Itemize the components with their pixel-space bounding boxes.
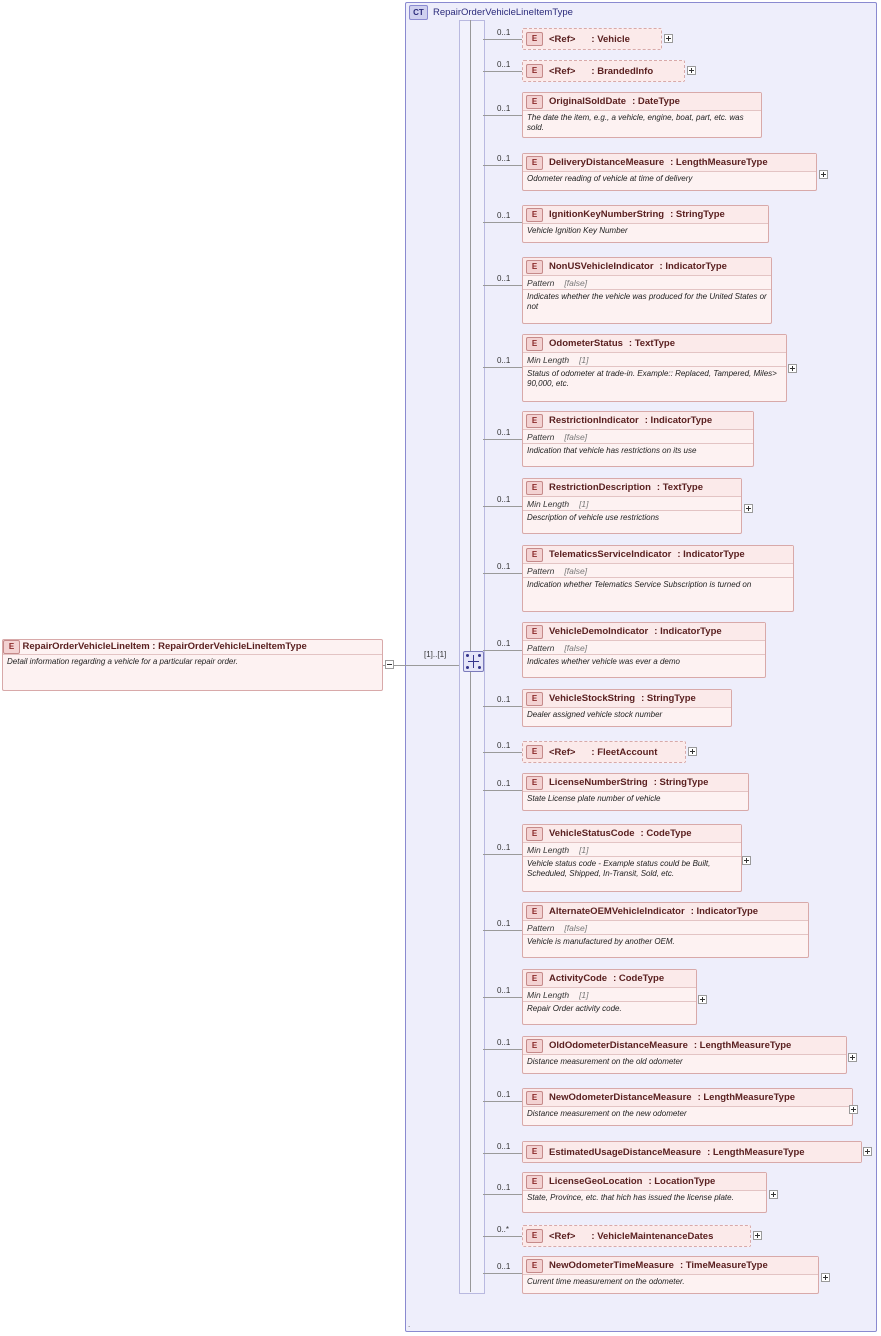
- expand-icon[interactable]: [753, 1231, 762, 1240]
- facet-value: [false]: [564, 277, 588, 288]
- element-tag-icon: E: [526, 95, 543, 109]
- element-box[interactable]: [522, 28, 662, 50]
- element-tag-icon: E: [526, 156, 543, 170]
- element-box[interactable]: [522, 1141, 862, 1163]
- element-ref-name: <Ref>: [549, 65, 576, 77]
- root-element-name: RepairOrderVehicleLineItem: [22, 641, 150, 652]
- occurrence-label: 0..1: [497, 1090, 511, 1099]
- element-type: : IndicatorType: [690, 906, 759, 917]
- element-doc: State, Province, etc. that hich has issued the license plate.: [523, 1190, 766, 1205]
- occurrence-label: 0..1: [497, 211, 511, 220]
- occurrence-label: 0..1: [497, 495, 511, 504]
- element-doc: Odometer reading of vehicle at time of delivery: [523, 171, 816, 186]
- connector: [483, 1049, 523, 1050]
- element-doc: Indicates whether the vehicle was produced for the United States or not: [523, 289, 771, 314]
- connector: [483, 115, 523, 116]
- connector: [483, 573, 523, 574]
- occurrence-label: 0..1: [497, 1038, 511, 1047]
- connector: [483, 650, 523, 651]
- occurrence-label: 0..1: [497, 562, 511, 571]
- element-tag-icon: E: [526, 972, 543, 986]
- expand-icon[interactable]: [688, 747, 697, 756]
- element-name: NewOdometerDistanceMeasure: [549, 1092, 692, 1103]
- element-type: : CodeType: [640, 828, 692, 839]
- element-type: : BrandedInfo: [591, 65, 654, 77]
- expand-icon[interactable]: [863, 1147, 872, 1156]
- connector: [483, 1194, 523, 1195]
- expand-icon[interactable]: [848, 1053, 857, 1062]
- connector: [483, 752, 523, 753]
- occurrence-label: 0..1: [497, 779, 511, 788]
- element-doc: Vehicle is manufactured by another OEM.: [523, 934, 808, 949]
- facet-label: Pattern: [527, 922, 555, 933]
- occurrence-label: 0..1: [497, 1262, 511, 1271]
- expand-icon[interactable]: [664, 34, 673, 43]
- expand-icon[interactable]: [744, 504, 753, 513]
- element-type: : LengthMeasureType: [697, 1092, 796, 1103]
- occurrence-label: 0..1: [497, 695, 511, 704]
- element-box[interactable]: [522, 92, 762, 138]
- element-ref-name: <Ref>: [549, 1230, 576, 1242]
- root-collapse-toggle[interactable]: [385, 660, 394, 669]
- element-type: : Vehicle: [591, 33, 630, 45]
- connector: [483, 506, 523, 507]
- element-type: : CodeType: [613, 973, 665, 984]
- element-tag-icon: E: [526, 208, 543, 222]
- element-name: TelematicsServiceIndicator: [549, 549, 672, 560]
- expand-icon[interactable]: [698, 995, 707, 1004]
- connector: [394, 665, 459, 666]
- facet-value: [false]: [564, 565, 588, 576]
- occurrence-label: 0..1: [497, 154, 511, 163]
- element-doc: Status of odometer at trade-in. Example:: Replaced, Tampered, Miles> 90,000, etc.: [523, 366, 786, 391]
- connector: [483, 439, 523, 440]
- element-name: OldOdometerDistanceMeasure: [549, 1040, 688, 1051]
- connector: [483, 285, 523, 286]
- element-tag-icon: E: [3, 640, 20, 654]
- element-type: : IndicatorType: [654, 626, 722, 637]
- element-box[interactable]: [522, 1172, 767, 1213]
- element-doc: State License plate number of vehicle: [523, 791, 748, 806]
- element-type: : TimeMeasureType: [679, 1260, 768, 1271]
- element-name: DeliveryDistanceMeasure: [549, 157, 665, 168]
- element-type: : VehicleMaintenanceDates: [591, 1230, 714, 1242]
- element-type: : StringType: [653, 777, 709, 788]
- occurrence-label: 0..1: [497, 741, 511, 750]
- element-doc: Distance measurement on the new odometer: [523, 1106, 852, 1121]
- expand-icon[interactable]: [687, 66, 696, 75]
- element-name: EstimatedUsageDistanceMeasure: [549, 1146, 702, 1158]
- facet-label: Min Length: [527, 844, 570, 855]
- connector: [483, 854, 523, 855]
- element-type: : LengthMeasureType: [707, 1146, 805, 1158]
- element-name: VehicleStockString: [549, 693, 636, 704]
- element-box[interactable]: [522, 969, 697, 1025]
- element-name: NewOdometerTimeMeasure: [549, 1260, 674, 1271]
- element-tag-icon: E: [526, 692, 543, 706]
- sequence-icon[interactable]: [463, 651, 484, 672]
- element-box[interactable]: [522, 1088, 853, 1126]
- occurrence-label: 0..1: [497, 274, 511, 283]
- element-name: RestrictionIndicator: [549, 415, 639, 426]
- element-box[interactable]: [522, 902, 809, 958]
- element-type: : FleetAccount: [591, 746, 658, 758]
- element-doc: Vehicle status code - Example status could be Built, Scheduled, Shipped, In-Transit, Sold, etc.: [523, 856, 741, 881]
- occurrence-label: 0..1: [497, 1183, 511, 1192]
- occurrence-label: 0..1: [497, 356, 511, 365]
- element-tag-icon: E: [526, 1229, 543, 1243]
- occurrence-label: 0..1: [497, 639, 511, 648]
- ct-tag-icon: CT: [409, 5, 428, 20]
- connector: [383, 665, 386, 666]
- connector: [483, 165, 523, 166]
- facet-value: [1]: [579, 354, 589, 365]
- element-box[interactable]: [522, 60, 685, 82]
- root-element-doc: Detail information regarding a vehicle for a particular repair order.: [3, 654, 382, 669]
- occurrence-label: 0..1: [497, 60, 511, 69]
- element-tag-icon: E: [526, 745, 543, 759]
- element-type: : LocationType: [648, 1176, 716, 1187]
- element-box[interactable]: [522, 773, 749, 811]
- element-name: AlternateOEMVehicleIndicator: [549, 906, 685, 917]
- element-type: : IndicatorType: [659, 261, 727, 272]
- element-box[interactable]: [522, 334, 787, 402]
- expand-icon[interactable]: [821, 1273, 830, 1282]
- element-tag-icon: E: [526, 776, 543, 790]
- facet-label: Pattern: [527, 565, 555, 576]
- element-type: : StringType: [641, 693, 696, 704]
- facet-value: [false]: [564, 922, 588, 933]
- container-footer-marker: .: [408, 1320, 411, 1329]
- element-doc: Repair Order activity code.: [523, 1001, 696, 1016]
- element-ref-name: <Ref>: [549, 746, 576, 758]
- element-tag-icon: E: [526, 905, 543, 919]
- element-box[interactable]: [522, 1225, 751, 1247]
- connector: [483, 706, 523, 707]
- occurrence-label: 0..1: [497, 28, 511, 37]
- facet-label: Min Length: [527, 498, 570, 509]
- connector: [483, 1236, 523, 1237]
- element-tag-icon: E: [526, 625, 543, 639]
- expand-icon[interactable]: [849, 1105, 858, 1114]
- element-doc: Current time measurement on the odometer.: [523, 1274, 818, 1289]
- element-tag-icon: E: [526, 1039, 543, 1053]
- occurrence-label: 0..1: [497, 843, 511, 852]
- element-type: : LengthMeasureType: [693, 1040, 792, 1051]
- element-box[interactable]: [522, 824, 742, 892]
- element-tag-icon: E: [526, 481, 543, 495]
- element-name: IgnitionKeyNumberString: [549, 209, 665, 220]
- element-box[interactable]: [522, 622, 766, 678]
- connector: [483, 39, 523, 40]
- element-box[interactable]: [522, 257, 772, 324]
- element-tag-icon: E: [526, 1091, 543, 1105]
- element-box[interactable]: [522, 478, 742, 534]
- element-tag-icon: E: [526, 1145, 543, 1159]
- element-type: : LengthMeasureType: [670, 157, 768, 168]
- element-ref-name: <Ref>: [549, 33, 576, 45]
- occurrence-label: 0..1: [497, 986, 511, 995]
- element-name: RestrictionDescription: [549, 482, 651, 493]
- element-doc: Indication whether Telematics Service Subscription is turned on: [523, 577, 793, 592]
- element-name: LicenseNumberString: [549, 777, 648, 788]
- facet-value: [1]: [579, 844, 589, 855]
- occurrence-label: 0..1: [497, 919, 511, 928]
- facet-label: Min Length: [527, 354, 570, 365]
- facet-label: Pattern: [527, 431, 555, 442]
- element-box[interactable]: [522, 741, 686, 763]
- connector: [483, 930, 523, 931]
- element-doc: Vehicle Ignition Key Number: [523, 223, 768, 238]
- facet-label: Pattern: [527, 642, 555, 653]
- content-type-header: [409, 5, 573, 20]
- element-box[interactable]: [522, 205, 769, 243]
- element-tag-icon: E: [526, 548, 543, 562]
- connector: [483, 1101, 523, 1102]
- occurrence-label: 0..1: [497, 428, 511, 437]
- occurrence-label: 0..*: [497, 1225, 510, 1234]
- connector: [483, 71, 523, 72]
- element-type: : TextType: [656, 482, 703, 493]
- connector: [483, 1273, 523, 1274]
- element-name: OriginalSoldDate: [549, 96, 627, 107]
- element-doc: The date the item, e.g., a vehicle, engine, boat, part, etc. was sold.: [523, 110, 761, 135]
- facet-value: [1]: [579, 498, 589, 509]
- element-tag-icon: E: [526, 827, 543, 841]
- element-box[interactable]: [522, 689, 732, 727]
- element-type: : IndicatorType: [644, 415, 713, 426]
- root-element-type: : RepairOrderVehicleLineItemType: [152, 641, 307, 652]
- connector: [483, 997, 523, 998]
- element-box[interactable]: [522, 1256, 819, 1294]
- connector: [483, 790, 523, 791]
- element-tag-icon: E: [526, 32, 543, 46]
- element-type: : StringType: [670, 209, 725, 220]
- expand-icon[interactable]: [742, 856, 751, 865]
- element-name: VehicleStatusCode: [549, 828, 635, 839]
- element-tag-icon: E: [526, 260, 543, 274]
- element-tag-icon: E: [526, 64, 543, 78]
- facet-value: [false]: [564, 431, 588, 442]
- occurrence-label: 0..1: [497, 1142, 511, 1151]
- connector: [483, 222, 523, 223]
- element-type: : TextType: [628, 338, 676, 349]
- root-occurrence: [1]..[1]: [424, 650, 447, 659]
- element-name: OdometerStatus: [549, 338, 623, 349]
- element-name: LicenseGeoLocation: [549, 1176, 643, 1187]
- expand-icon[interactable]: [769, 1190, 778, 1199]
- element-doc: Distance measurement on the old odometer: [523, 1054, 846, 1069]
- element-tag-icon: E: [526, 337, 543, 351]
- facet-value: [false]: [564, 642, 588, 653]
- content-type-title: RepairOrderVehicleLineItemType: [433, 7, 573, 18]
- facet-label: Min Length: [527, 989, 570, 1000]
- element-name: ActivityCode: [549, 973, 608, 984]
- facet-value: [1]: [579, 989, 589, 1000]
- element-type: : IndicatorType: [677, 549, 745, 560]
- occurrence-label: 0..1: [497, 104, 511, 113]
- element-box[interactable]: [522, 411, 754, 467]
- element-doc: Dealer assigned vehicle stock number: [523, 707, 731, 722]
- connector: [483, 1153, 523, 1154]
- element-box[interactable]: [522, 1036, 847, 1074]
- element-tag-icon: E: [526, 1175, 543, 1189]
- element-box[interactable]: [522, 545, 794, 612]
- expand-icon[interactable]: [819, 170, 828, 179]
- element-name: NonUSVehicleIndicator: [549, 261, 654, 272]
- expand-icon[interactable]: [788, 364, 797, 373]
- facet-label: Pattern: [527, 277, 555, 288]
- element-doc: Indicates whether vehicle was ever a demo: [523, 654, 765, 669]
- element-box[interactable]: [522, 153, 817, 191]
- element-name: VehicleDemoIndicator: [549, 626, 649, 637]
- element-tag-icon: E: [526, 1259, 543, 1273]
- connector: [483, 367, 523, 368]
- element-type: : DateType: [632, 96, 680, 107]
- element-tag-icon: E: [526, 414, 543, 428]
- root-element-header: [3, 640, 382, 654]
- element-doc: Indication that vehicle has restrictions on its use: [523, 443, 753, 458]
- element-doc: Description of vehicle use restrictions: [523, 510, 741, 525]
- root-element-box[interactable]: [2, 639, 383, 691]
